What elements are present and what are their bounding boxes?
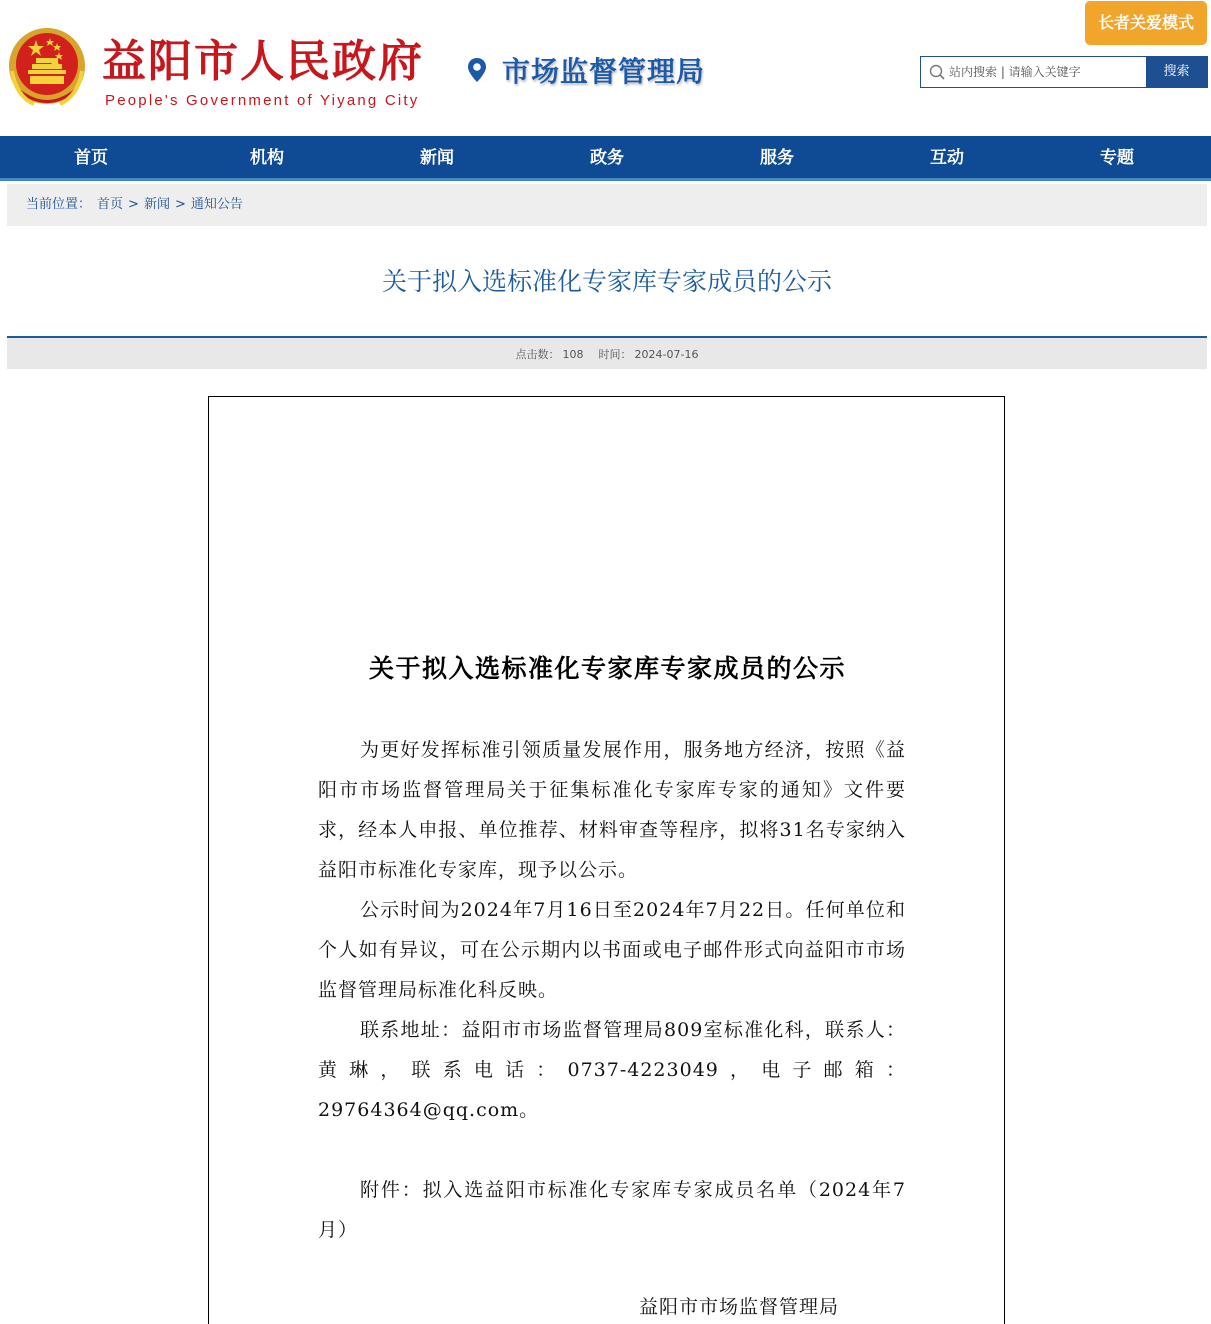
site-title[interactable]: 益阳市人民政府	[102, 36, 424, 87]
search-input[interactable]	[949, 57, 1145, 87]
main-nav	[0, 136, 1211, 181]
breadcrumb-separator: >	[174, 197, 186, 212]
nav-item-news[interactable]: 新闻	[420, 148, 454, 168]
clicks-label: 点击数：	[515, 348, 560, 361]
search-box	[920, 56, 1208, 88]
article-title: 关于拟入选标准化专家库专家成员的公示	[381, 267, 832, 296]
search-icon	[929, 64, 945, 80]
document-page	[208, 396, 1005, 1324]
search-button[interactable]: 搜索	[1146, 57, 1207, 87]
nav-item-institutions[interactable]: 机构	[250, 148, 284, 168]
article-meta	[7, 338, 1207, 369]
elder-mode-button[interactable]: 长者关爱模式	[1085, 1, 1207, 45]
site-header	[0, 0, 1211, 136]
nav-item-home[interactable]: 首页	[74, 148, 108, 168]
document-title: 关于拟入选标准化专家库专家成员的公示	[368, 654, 846, 683]
document-paragraph: 为更好发挥标准引领质量发展作用，服务地方经济，按照《益阳市市场监督管理局关于征集标准化专家库专家的通知》文件要求，经本人申报、单位推荐、材料审查等程序，拟将31名专家纳入益阳市标准化专家库，现予以公示。	[318, 739, 906, 881]
breadcrumb-separator: >	[128, 197, 139, 212]
document-paragraph: 联系地址：益阳市市场监督管理局809室标准化科，联系人：黄琳，联系电话：0737-4223049，电子邮箱：29764364@qq.com。	[318, 1019, 906, 1121]
breadcrumb-label: 当前位置：	[26, 197, 92, 212]
time-label: 时间：	[598, 348, 632, 361]
location-pin-icon	[466, 57, 488, 83]
nav-item-services[interactable]: 服务	[760, 148, 794, 168]
site-subtitle: People's Government of Yiyang City	[105, 92, 420, 109]
department-name[interactable]: 市场监督管理局	[502, 55, 706, 88]
clicks-count: 108	[562, 348, 584, 361]
breadcrumb	[7, 184, 1207, 226]
breadcrumb-home[interactable]: 首页	[97, 197, 124, 212]
nav-item-topics[interactable]: 专题	[1100, 148, 1134, 168]
national-emblem-icon[interactable]	[6, 26, 88, 110]
document-attachment[interactable]: 附件：拟入选益阳市标准化专家库专家成员名单（2024年7月）	[318, 1179, 906, 1241]
document-body	[318, 730, 906, 1250]
document-paragraph: 公示时间为2024年7月16日至2024年7月22日。任何单位和个人如有异议，可在公示期内以书面或电子邮件形式向益阳市市场监督管理局标准化科反映。	[318, 899, 906, 1001]
nav-item-government-affairs[interactable]: 政务	[590, 148, 624, 168]
breadcrumb-notices[interactable]: 通知公告	[190, 197, 243, 212]
breadcrumb-news[interactable]: 新闻	[143, 197, 170, 212]
publish-time: 2024-07-16	[634, 348, 699, 361]
nav-item-interaction[interactable]: 互动	[930, 148, 964, 168]
document-signature: 益阳市市场监督管理局	[639, 1296, 840, 1318]
